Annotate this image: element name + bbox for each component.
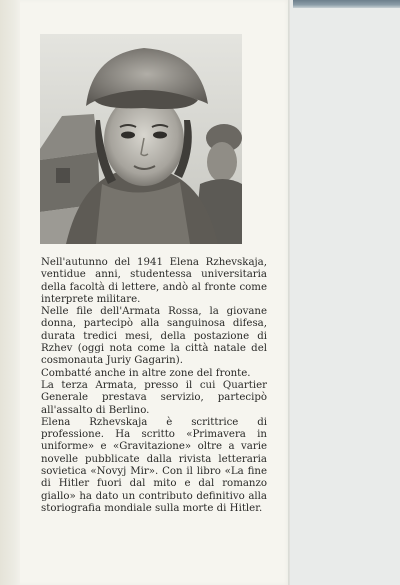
author-portrait-photo: [40, 34, 242, 244]
biography-paragraph: Nell'autunno del 1941 Elena Rzhevskaja, ventidue anni, studentessa universitaria della facoltà di lettere, andò al fronte come interprete militare.: [41, 257, 267, 305]
biography-paragraph: La terza Armata, presso il cui Quartier Generale prestava servizio, partecipò all'assalto di Berlino.: [41, 379, 267, 416]
biography-paragraph: Combatté anche in altre zone del fronte.: [41, 367, 251, 379]
book-spine-edge: [0, 0, 20, 585]
biography-text: [41, 257, 267, 515]
next-page-top-border: [293, 0, 400, 8]
next-page: [290, 0, 400, 585]
portrait-illustration: [40, 34, 242, 244]
biography-paragraph: Elena Rzhevskaja è scrittrice di professione. Ha scritto «Primavera in uniforme» e «Gravitazione» oltre a varie novelle pubblicate dalla rivista letteraria sovietica «Novyj Mir». Con il libro «La fine di Hitler fuori dal mito e dal romanzo giallo» ha dato un contributo definitivo alla storiografia mondiale sulla morte di Hitler.: [41, 416, 267, 514]
biography-paragraph: Nelle file dell'Armata Rossa, la giovane donna, partecipò alla sanguinosa difesa, durata tredici mesi, della postazione di Rzhev (oggi nota come la città natale del cosmonauta Juriy Gagarin).: [41, 306, 267, 367]
